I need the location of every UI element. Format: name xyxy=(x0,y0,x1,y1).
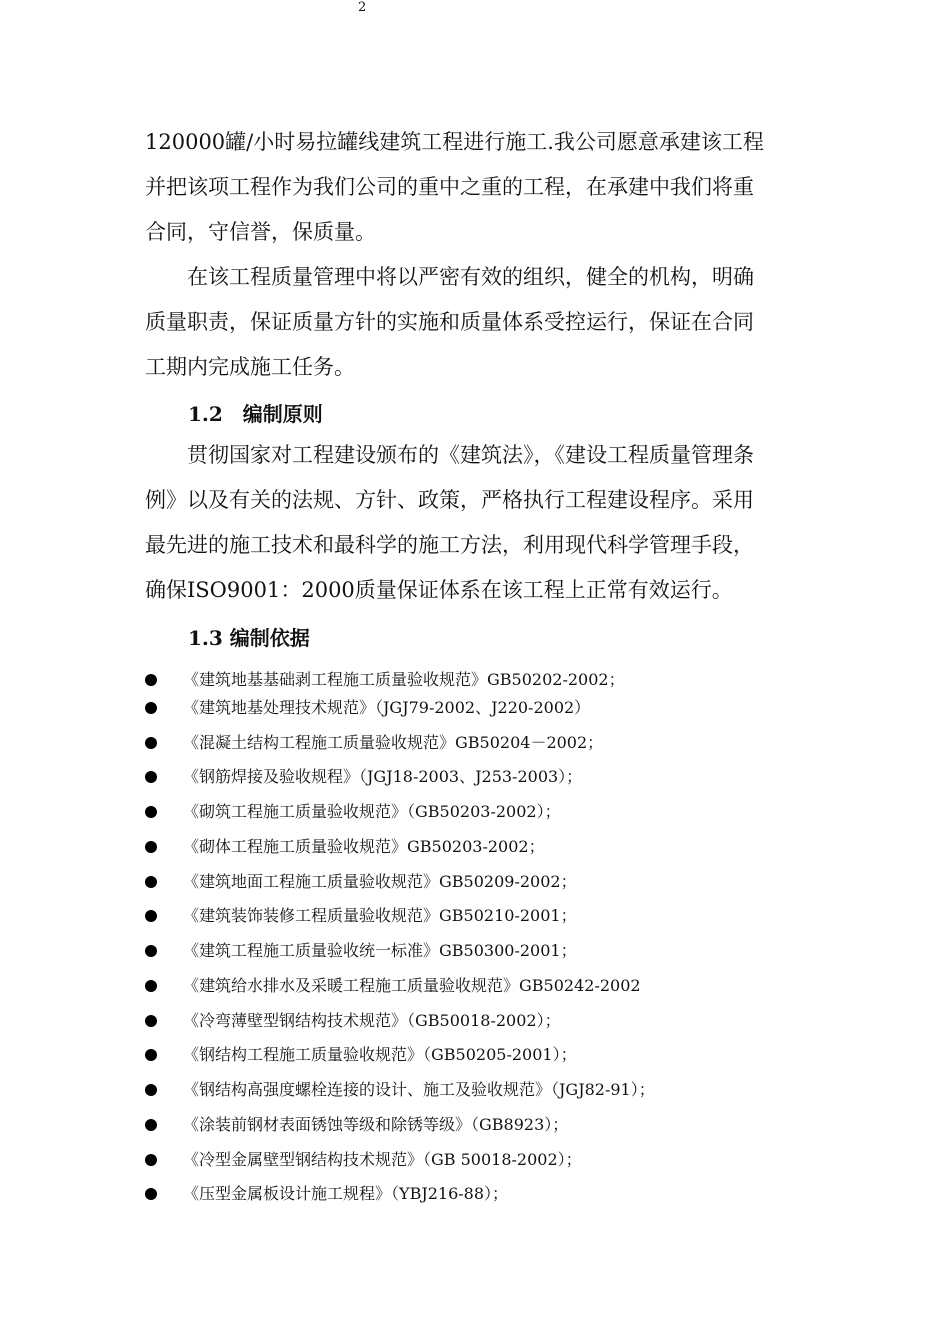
text-line: 工期内完成施工任务。 xyxy=(145,355,355,379)
text-line: 确保ISO9001：2000质量保证体系在该工程上正常有效运行。 xyxy=(145,578,733,602)
reference-text: 《涂装前钢材表面锈蚀等级和除锈等级》（GB8923）； xyxy=(183,1115,569,1134)
bullet-icon xyxy=(145,806,157,818)
bullet-icon xyxy=(145,1049,157,1061)
reference-text: 《冷弯薄壁型钢结构技术规范》（GB50018-2002）； xyxy=(183,1011,561,1030)
bullet-icon xyxy=(145,910,157,922)
reference-text: 《建筑地基基础剥工程施工质量验收规范》GB50202-2002； xyxy=(183,670,625,689)
text-line: 120000罐/小时易拉罐线建筑工程进行施工.我公司愿意承建该工程 xyxy=(145,130,764,154)
intro-paragraph-1 xyxy=(145,120,810,255)
bullet-icon xyxy=(145,945,157,957)
text-line: 质量职责，保证质量方针的实施和质量体系受控运行，保证在合同 xyxy=(145,310,754,334)
text-line: 例》以及有关的法规、方针、政策，严格执行工程建设程序。采用 xyxy=(145,488,754,512)
principles-paragraph xyxy=(145,433,810,613)
text-line: 并把该项工程作为我们公司的重中之重的工程，在承建中我们将重 xyxy=(145,175,754,199)
reference-text: 《建筑给水排水及采暖工程施工质量验收规范》GB50242-2002 xyxy=(183,976,641,995)
reference-text: 《钢结构工程施工质量验收规范》（GB50205-2001）； xyxy=(183,1045,577,1064)
text-line: 在该工程质量管理中将以严密有效的组织，健全的机构，明确 xyxy=(187,265,754,289)
bullet-icon xyxy=(145,1188,157,1200)
bullet-icon xyxy=(145,1154,157,1166)
reference-text: 《冷型金属壁型钢结构技术规范》（GB 50018-2002）； xyxy=(183,1150,582,1169)
reference-text: 《砌体工程施工质量验收规范》GB50203-2002； xyxy=(183,837,545,856)
intro-paragraph-2 xyxy=(145,255,810,390)
bullet-icon xyxy=(145,1119,157,1131)
section-heading-1-3: 1.3 编制依据 xyxy=(188,626,310,650)
reference-text: 《建筑装饰装修工程质量验收规范》GB50210-2001； xyxy=(183,906,577,925)
bullet-icon xyxy=(145,674,157,686)
bullet-icon xyxy=(145,980,157,992)
text-line: 最先进的施工技术和最科学的施工方法，利用现代科学管理手段， xyxy=(145,533,754,557)
reference-text: 《压型金属板设计施工规程》（YBJ216-88）； xyxy=(183,1184,509,1203)
reference-text: 《建筑地面工程施工质量验收规范》GB50209-2002； xyxy=(183,872,577,891)
reference-text: 《建筑地基处理技术规范》（JGJ79-2002、J220-2002） xyxy=(183,698,591,717)
reference-text: 《钢结构高强度螺栓连接的设计、施工及验收规范》（JGJ82-91）； xyxy=(183,1080,655,1099)
text-line: 合同，守信誉，保质量。 xyxy=(145,220,376,244)
bullet-icon xyxy=(145,1015,157,1027)
text-line: 贯彻国家对工程建设颁布的《建筑法》，《建设工程质量管理条 xyxy=(187,443,754,467)
bullet-icon xyxy=(145,702,157,714)
reference-text: 《砌筑工程施工质量验收规范》（GB50203-2002）； xyxy=(183,802,561,821)
bullet-icon xyxy=(145,737,157,749)
reference-text: 《钢筋焊接及验收规程》（JGJ18-2003、J253-2003）； xyxy=(183,767,583,786)
bullet-icon xyxy=(145,841,157,853)
bullet-icon xyxy=(145,876,157,888)
reference-text: 《建筑工程施工质量验收统一标准》GB50300-2001； xyxy=(183,941,577,960)
page-number: 2 xyxy=(358,0,367,15)
reference-text: 《混凝土结构工程施工质量验收规范》GB50204－2002； xyxy=(183,733,604,752)
bullet-icon xyxy=(145,1084,157,1096)
bullet-icon xyxy=(145,771,157,783)
section-heading-1-2: 1.2 编制原则 xyxy=(188,402,323,426)
